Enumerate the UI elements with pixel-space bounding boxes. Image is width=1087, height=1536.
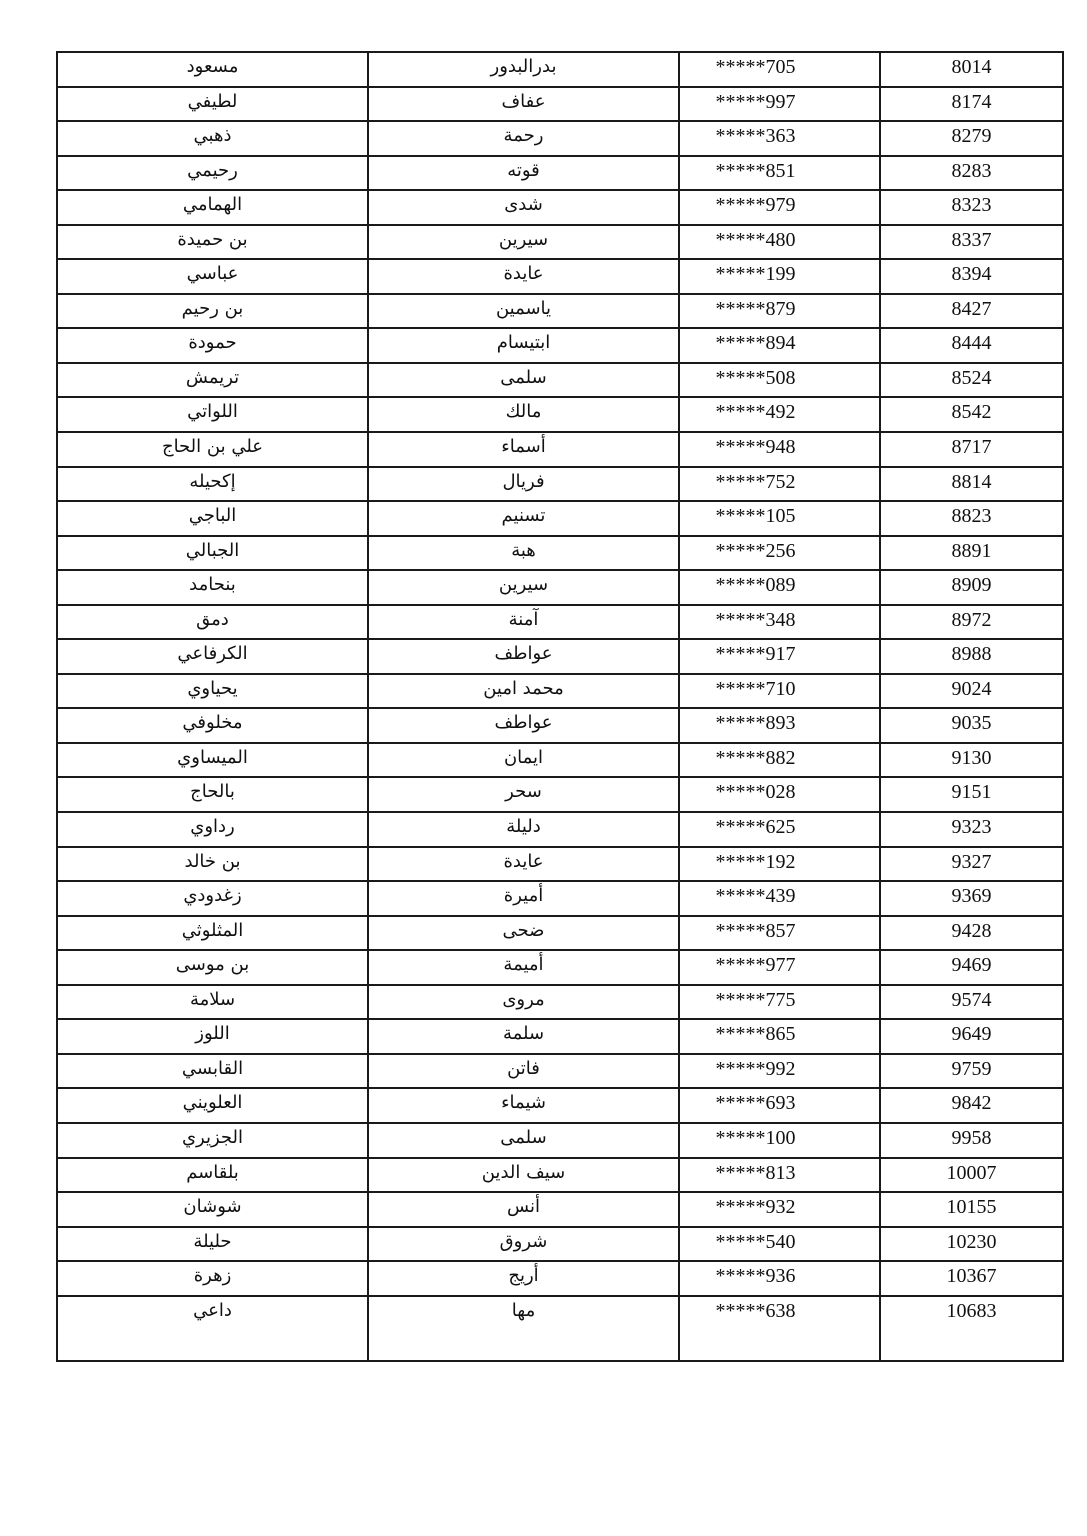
number-cell: 9024 [880, 674, 1063, 709]
last-name-cell: اللوز [57, 1019, 368, 1054]
table-row [57, 294, 1063, 329]
last-name-cell: اللواتي [57, 397, 368, 432]
last-name-cell: ذهبي [57, 121, 368, 156]
table-row [57, 1019, 1063, 1054]
table-row [57, 1227, 1063, 1262]
masked-id-cell: *****992 [679, 1054, 880, 1089]
number-cell: 10683 [880, 1296, 1063, 1361]
last-name-cell: بنحامد [57, 570, 368, 605]
roster-table [56, 51, 1064, 1362]
table-row [57, 570, 1063, 605]
masked-id-cell: *****540 [679, 1227, 880, 1262]
number-cell: 9323 [880, 812, 1063, 847]
number-cell: 10155 [880, 1192, 1063, 1227]
first-name-cell: فريال [368, 467, 679, 502]
table-row [57, 1192, 1063, 1227]
last-name-cell: زغدودي [57, 881, 368, 916]
masked-id-cell: *****192 [679, 847, 880, 882]
last-name-cell: الهمامي [57, 190, 368, 225]
masked-id-cell: *****948 [679, 432, 880, 467]
table-row [57, 950, 1063, 985]
first-name-cell: هبة [368, 536, 679, 571]
table-row [57, 190, 1063, 225]
number-cell: 9842 [880, 1088, 1063, 1123]
table-row [57, 812, 1063, 847]
number-cell: 9759 [880, 1054, 1063, 1089]
masked-id-cell: *****625 [679, 812, 880, 847]
number-cell: 8717 [880, 432, 1063, 467]
number-cell: 9469 [880, 950, 1063, 985]
first-name-cell: سلمة [368, 1019, 679, 1054]
first-name-cell: محمد امين [368, 674, 679, 709]
masked-id-cell: *****348 [679, 605, 880, 640]
table-row [57, 501, 1063, 536]
masked-id-cell: *****997 [679, 87, 880, 122]
table-row [57, 777, 1063, 812]
masked-id-cell: *****882 [679, 743, 880, 778]
number-cell: 9151 [880, 777, 1063, 812]
masked-id-cell: *****932 [679, 1192, 880, 1227]
number-cell: 8891 [880, 536, 1063, 571]
number-cell: 8814 [880, 467, 1063, 502]
roster-table-body [57, 52, 1063, 1361]
masked-id-cell: *****693 [679, 1088, 880, 1123]
masked-id-cell: *****028 [679, 777, 880, 812]
first-name-cell: عواطف [368, 708, 679, 743]
table-row [57, 847, 1063, 882]
first-name-cell: أريج [368, 1261, 679, 1296]
masked-id-cell: *****879 [679, 294, 880, 329]
first-name-cell: ضحى [368, 916, 679, 951]
number-cell: 8444 [880, 328, 1063, 363]
number-cell: 9958 [880, 1123, 1063, 1158]
table-row [57, 225, 1063, 260]
number-cell: 8427 [880, 294, 1063, 329]
first-name-cell: دليلة [368, 812, 679, 847]
number-cell: 8972 [880, 605, 1063, 640]
last-name-cell: علي بن الحاج [57, 432, 368, 467]
masked-id-cell: *****199 [679, 259, 880, 294]
first-name-cell: ابتيسام [368, 328, 679, 363]
table-row [57, 985, 1063, 1020]
number-cell: 8283 [880, 156, 1063, 191]
masked-id-cell: *****439 [679, 881, 880, 916]
last-name-cell: الميساوي [57, 743, 368, 778]
masked-id-cell: *****851 [679, 156, 880, 191]
masked-id-cell: *****100 [679, 1123, 880, 1158]
last-name-cell: القابسي [57, 1054, 368, 1089]
last-name-cell: بن رحيم [57, 294, 368, 329]
table-row [57, 1158, 1063, 1193]
masked-id-cell: *****256 [679, 536, 880, 571]
last-name-cell: إكحيله [57, 467, 368, 502]
masked-id-cell: *****710 [679, 674, 880, 709]
number-cell: 9130 [880, 743, 1063, 778]
masked-id-cell: *****893 [679, 708, 880, 743]
number-cell: 8174 [880, 87, 1063, 122]
number-cell: 9035 [880, 708, 1063, 743]
table-row [57, 52, 1063, 87]
masked-id-cell: *****857 [679, 916, 880, 951]
last-name-cell: حليلة [57, 1227, 368, 1262]
table-row [57, 363, 1063, 398]
first-name-cell: مالك [368, 397, 679, 432]
number-cell: 9369 [880, 881, 1063, 916]
last-name-cell: العلويني [57, 1088, 368, 1123]
last-name-cell: شوشان [57, 1192, 368, 1227]
last-name-cell: المثلوثي [57, 916, 368, 951]
masked-id-cell: *****105 [679, 501, 880, 536]
number-cell: 8279 [880, 121, 1063, 156]
last-name-cell: داعي [57, 1296, 368, 1361]
masked-id-cell: *****977 [679, 950, 880, 985]
last-name-cell: مسعود [57, 52, 368, 87]
number-cell: 8542 [880, 397, 1063, 432]
masked-id-cell: *****917 [679, 639, 880, 674]
first-name-cell: ايمان [368, 743, 679, 778]
masked-id-cell: *****363 [679, 121, 880, 156]
first-name-cell: عفاف [368, 87, 679, 122]
masked-id-cell: *****865 [679, 1019, 880, 1054]
number-cell: 8909 [880, 570, 1063, 605]
first-name-cell: عواطف [368, 639, 679, 674]
table-row [57, 432, 1063, 467]
table-row [57, 881, 1063, 916]
table-row [57, 639, 1063, 674]
number-cell: 9327 [880, 847, 1063, 882]
first-name-cell: أميمة [368, 950, 679, 985]
masked-id-cell: *****894 [679, 328, 880, 363]
number-cell: 8524 [880, 363, 1063, 398]
last-name-cell: بالحاج [57, 777, 368, 812]
masked-id-cell: *****480 [679, 225, 880, 260]
last-name-cell: لطيفي [57, 87, 368, 122]
table-row [57, 605, 1063, 640]
masked-id-cell: *****936 [679, 1261, 880, 1296]
table-row [57, 708, 1063, 743]
last-name-cell: دمق [57, 605, 368, 640]
number-cell: 9574 [880, 985, 1063, 1020]
last-name-cell: الجبالي [57, 536, 368, 571]
first-name-cell: آمنة [368, 605, 679, 640]
first-name-cell: فاتن [368, 1054, 679, 1089]
masked-id-cell: *****508 [679, 363, 880, 398]
masked-id-cell: *****705 [679, 52, 880, 87]
last-name-cell: الكرفاعي [57, 639, 368, 674]
table-row [57, 743, 1063, 778]
first-name-cell: أسماء [368, 432, 679, 467]
first-name-cell: سيرين [368, 570, 679, 605]
first-name-cell: شدى [368, 190, 679, 225]
first-name-cell: أنس [368, 1192, 679, 1227]
masked-id-cell: *****752 [679, 467, 880, 502]
table-row [57, 87, 1063, 122]
last-name-cell: بن موسى [57, 950, 368, 985]
masked-id-cell: *****979 [679, 190, 880, 225]
masked-id-cell: *****775 [679, 985, 880, 1020]
masked-id-cell: *****813 [679, 1158, 880, 1193]
masked-id-cell: *****492 [679, 397, 880, 432]
last-name-cell: بن خالد [57, 847, 368, 882]
last-name-cell: بلقاسم [57, 1158, 368, 1193]
first-name-cell: شروق [368, 1227, 679, 1262]
first-name-cell: سلمى [368, 363, 679, 398]
first-name-cell: سيرين [368, 225, 679, 260]
last-name-cell: تريمش [57, 363, 368, 398]
last-name-cell: بن حميدة [57, 225, 368, 260]
first-name-cell: مروى [368, 985, 679, 1020]
table-row [57, 916, 1063, 951]
table-row [57, 156, 1063, 191]
first-name-cell: سيف الدين [368, 1158, 679, 1193]
number-cell: 8823 [880, 501, 1063, 536]
table-row [57, 536, 1063, 571]
last-name-cell: الجزيري [57, 1123, 368, 1158]
last-name-cell: يحياوي [57, 674, 368, 709]
first-name-cell: بدرالبدور [368, 52, 679, 87]
number-cell: 8014 [880, 52, 1063, 87]
table-row [57, 397, 1063, 432]
last-name-cell: عباسي [57, 259, 368, 294]
table-row [57, 1261, 1063, 1296]
first-name-cell: تسنيم [368, 501, 679, 536]
masked-id-cell: *****089 [679, 570, 880, 605]
first-name-cell: أميرة [368, 881, 679, 916]
last-name-cell: رداوي [57, 812, 368, 847]
number-cell: 8337 [880, 225, 1063, 260]
table-row [57, 328, 1063, 363]
first-name-cell: عايدة [368, 259, 679, 294]
number-cell: 10007 [880, 1158, 1063, 1193]
last-name-cell: الباجي [57, 501, 368, 536]
last-name-cell: زهرة [57, 1261, 368, 1296]
number-cell: 8394 [880, 259, 1063, 294]
table-row [57, 121, 1063, 156]
first-name-cell: سلمى [368, 1123, 679, 1158]
last-name-cell: حمودة [57, 328, 368, 363]
first-name-cell: عايدة [368, 847, 679, 882]
table-row [57, 467, 1063, 502]
first-name-cell: شيماء [368, 1088, 679, 1123]
number-cell: 10367 [880, 1261, 1063, 1296]
last-name-cell: مخلوفي [57, 708, 368, 743]
number-cell: 9649 [880, 1019, 1063, 1054]
first-name-cell: قوته [368, 156, 679, 191]
masked-id-cell: *****638 [679, 1296, 880, 1361]
table-row [57, 674, 1063, 709]
number-cell: 8323 [880, 190, 1063, 225]
number-cell: 10230 [880, 1227, 1063, 1262]
number-cell: 9428 [880, 916, 1063, 951]
table-row [57, 1296, 1063, 1361]
first-name-cell: مها [368, 1296, 679, 1361]
table-row [57, 1054, 1063, 1089]
last-name-cell: سلامة [57, 985, 368, 1020]
first-name-cell: ياسمين [368, 294, 679, 329]
table-row [57, 1123, 1063, 1158]
table-row [57, 1088, 1063, 1123]
first-name-cell: رحمة [368, 121, 679, 156]
table-row [57, 259, 1063, 294]
number-cell: 8988 [880, 639, 1063, 674]
last-name-cell: رحيمي [57, 156, 368, 191]
first-name-cell: سحر [368, 777, 679, 812]
